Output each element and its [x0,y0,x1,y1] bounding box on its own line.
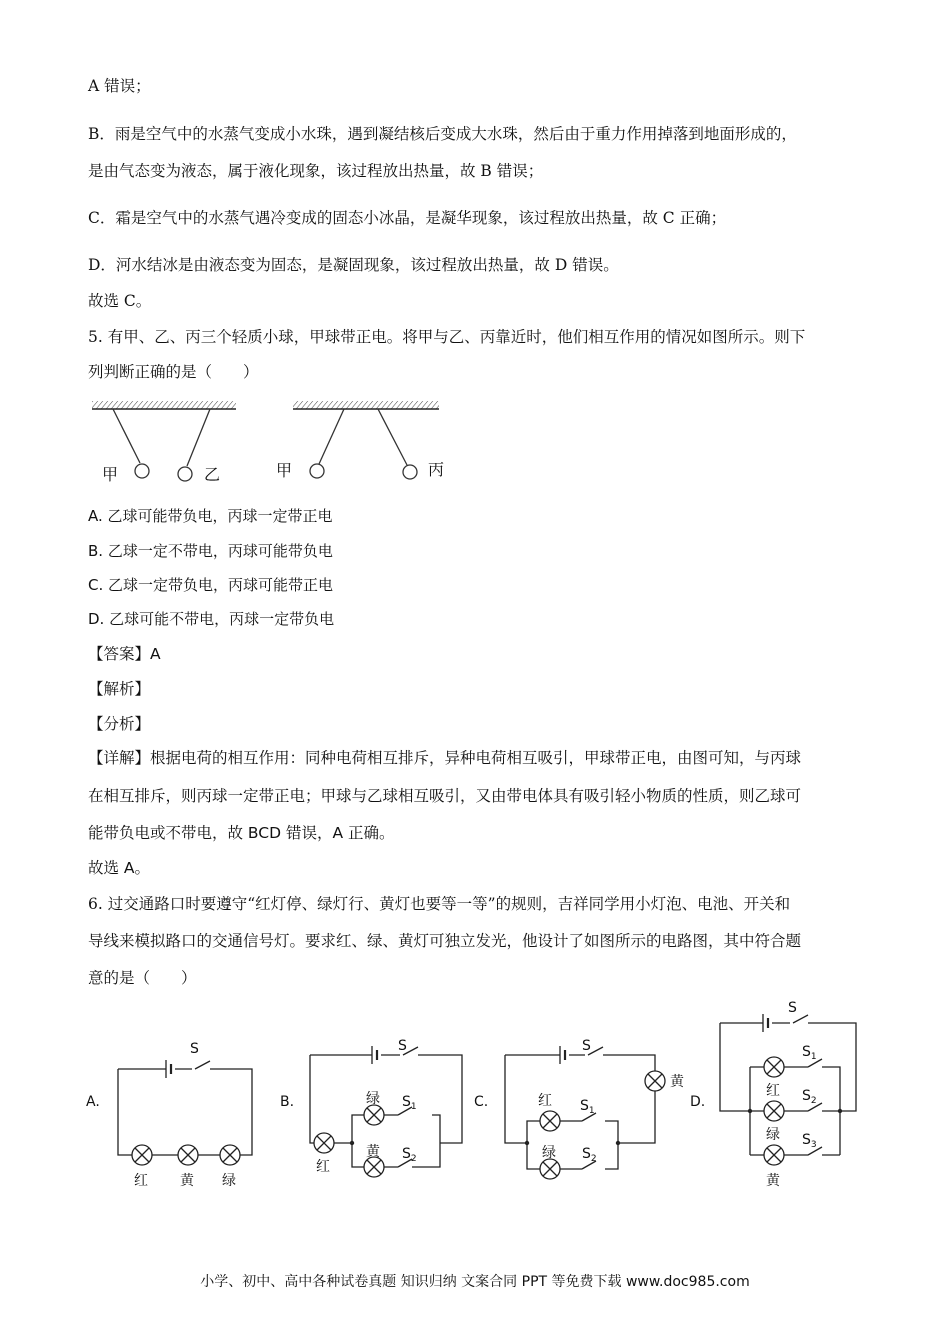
text-line: A 错误； [88,77,151,95]
thread [319,409,344,464]
text-line: C．霜是空气中的水蒸气遇冷变成的固态小冰晶，是凝华现象，该过程放出热量，故 C 正确； [88,209,727,227]
switch-label: S [788,1000,797,1016]
option-b: B. 乙球一定不带电，丙球可能带负电 [88,542,333,560]
lamp-label: 绿 [766,1127,780,1143]
option-label: D. [690,1094,706,1110]
option-label: A. [86,1094,100,1110]
circuit-a [118,1060,252,1165]
thread [187,409,210,466]
question-5-text: 5. 有甲、乙、丙三个轻质小球，甲球带正电。将甲与乙、丙靠近时，他们相互作用的情况如图所示。则下 [88,328,806,346]
option-d: D. 乙球可能不带电，丙球一定带负电 [88,610,335,628]
conclusion: 故选 A。 [88,859,151,877]
text-line: 故选 C。 [88,292,152,310]
circuit-diagrams [0,995,950,1195]
ceiling [92,401,236,409]
detail-text: 能带负电或不带电，故 BCD 错误，A 正确。 [88,824,395,842]
thread [113,409,140,463]
label-jia: 甲 [276,461,293,480]
lamp-label: 绿 [542,1145,556,1161]
label-yi: 乙 [204,465,221,484]
ceiling [293,401,439,409]
question-5-text: 列判断正确的是（ ） [88,363,259,381]
question-6-text: 6. 过交通路口时要遵守“红灯停、绿灯行、黄灯也要等一等”的规则，吉祥同学用小灯泡、电池、开关和 [88,895,791,913]
analysis-subheading: 【分析】 [88,715,151,733]
ball-yi [178,467,192,481]
switch-label: $S_2$ [582,1146,597,1164]
text-line: 是由气态变为液态，属于液化现象，该过程放出热量，故 B 错误； [88,162,544,180]
label-bing: 丙 [428,460,445,479]
ball-jia [135,464,149,478]
option-label: B. [280,1094,295,1110]
circuit-d [720,1014,856,1165]
option-a: A. 乙球可能带负电，丙球一定带正电 [88,507,333,525]
option-label: C. [474,1094,489,1110]
lamp-label: 红 [134,1173,148,1189]
text-line: D．河水结冰是由液态变为固态，是凝固现象，该过程放出热量，故 D 错误。 [88,256,619,274]
switch-label: $S_3$ [802,1132,817,1150]
lamp-label: 绿 [366,1091,380,1107]
detail-text: 在相互排斥，则丙球一定带正电；甲球与乙球相互吸引，又由带电体具有吸引轻小物质的性质，则乙球可 [88,787,802,805]
question-6-text: 意的是（ ） [88,969,197,987]
lamp-label: 黄 [366,1144,380,1160]
analysis-heading: 【解析】 [88,680,151,698]
switch-label: $S_2$ [402,1146,417,1164]
lamp-label: 绿 [222,1173,236,1189]
text-line: B．雨是空气中的水蒸气变成小水珠，遇到凝结核后变成大水珠，然后由于重力作用掉落到地面形成的， [88,125,797,143]
lamp-label: 黄 [670,1074,684,1090]
page-footer: 小学、初中、高中各种试卷真题 知识归纳 文案合同 PPT 等免费下载 www.doc985.com [200,1274,750,1290]
switch-label: S [582,1038,591,1054]
switch-label: $S_1$ [580,1098,595,1116]
lamp-label: 黄 [180,1173,194,1189]
question-6-text: 导线来模拟路口的交通信号灯。要求红、绿、黄灯可独立发光，他设计了如图所示的电路图，其中符合题 [88,932,802,950]
answer: 【答案】A [88,645,161,663]
ball-bing [403,465,417,479]
switch-label: $S_1$ [402,1094,417,1112]
circuit-b [310,1046,462,1177]
switch-label: S [398,1038,407,1054]
switch-label: S [190,1041,199,1057]
thread [378,409,407,465]
lamp-label: 红 [538,1093,552,1109]
lamp-label: 黄 [766,1173,780,1189]
option-c: C. 乙球一定带负电，丙球可能带正电 [88,576,334,594]
q5-figure [0,398,950,498]
switch-label: $S_1$ [802,1044,817,1062]
switch-label: $S_2$ [802,1088,817,1106]
label-jia: 甲 [102,465,119,484]
detail-text: 【详解】根据电荷的相互作用：同种电荷相互排斥，异种电荷相互吸引，甲球带正电，由图可知，与丙球 [88,749,802,767]
lamp-label: 红 [316,1159,330,1175]
ball-jia [310,464,324,478]
lamp-label: 红 [766,1083,780,1099]
